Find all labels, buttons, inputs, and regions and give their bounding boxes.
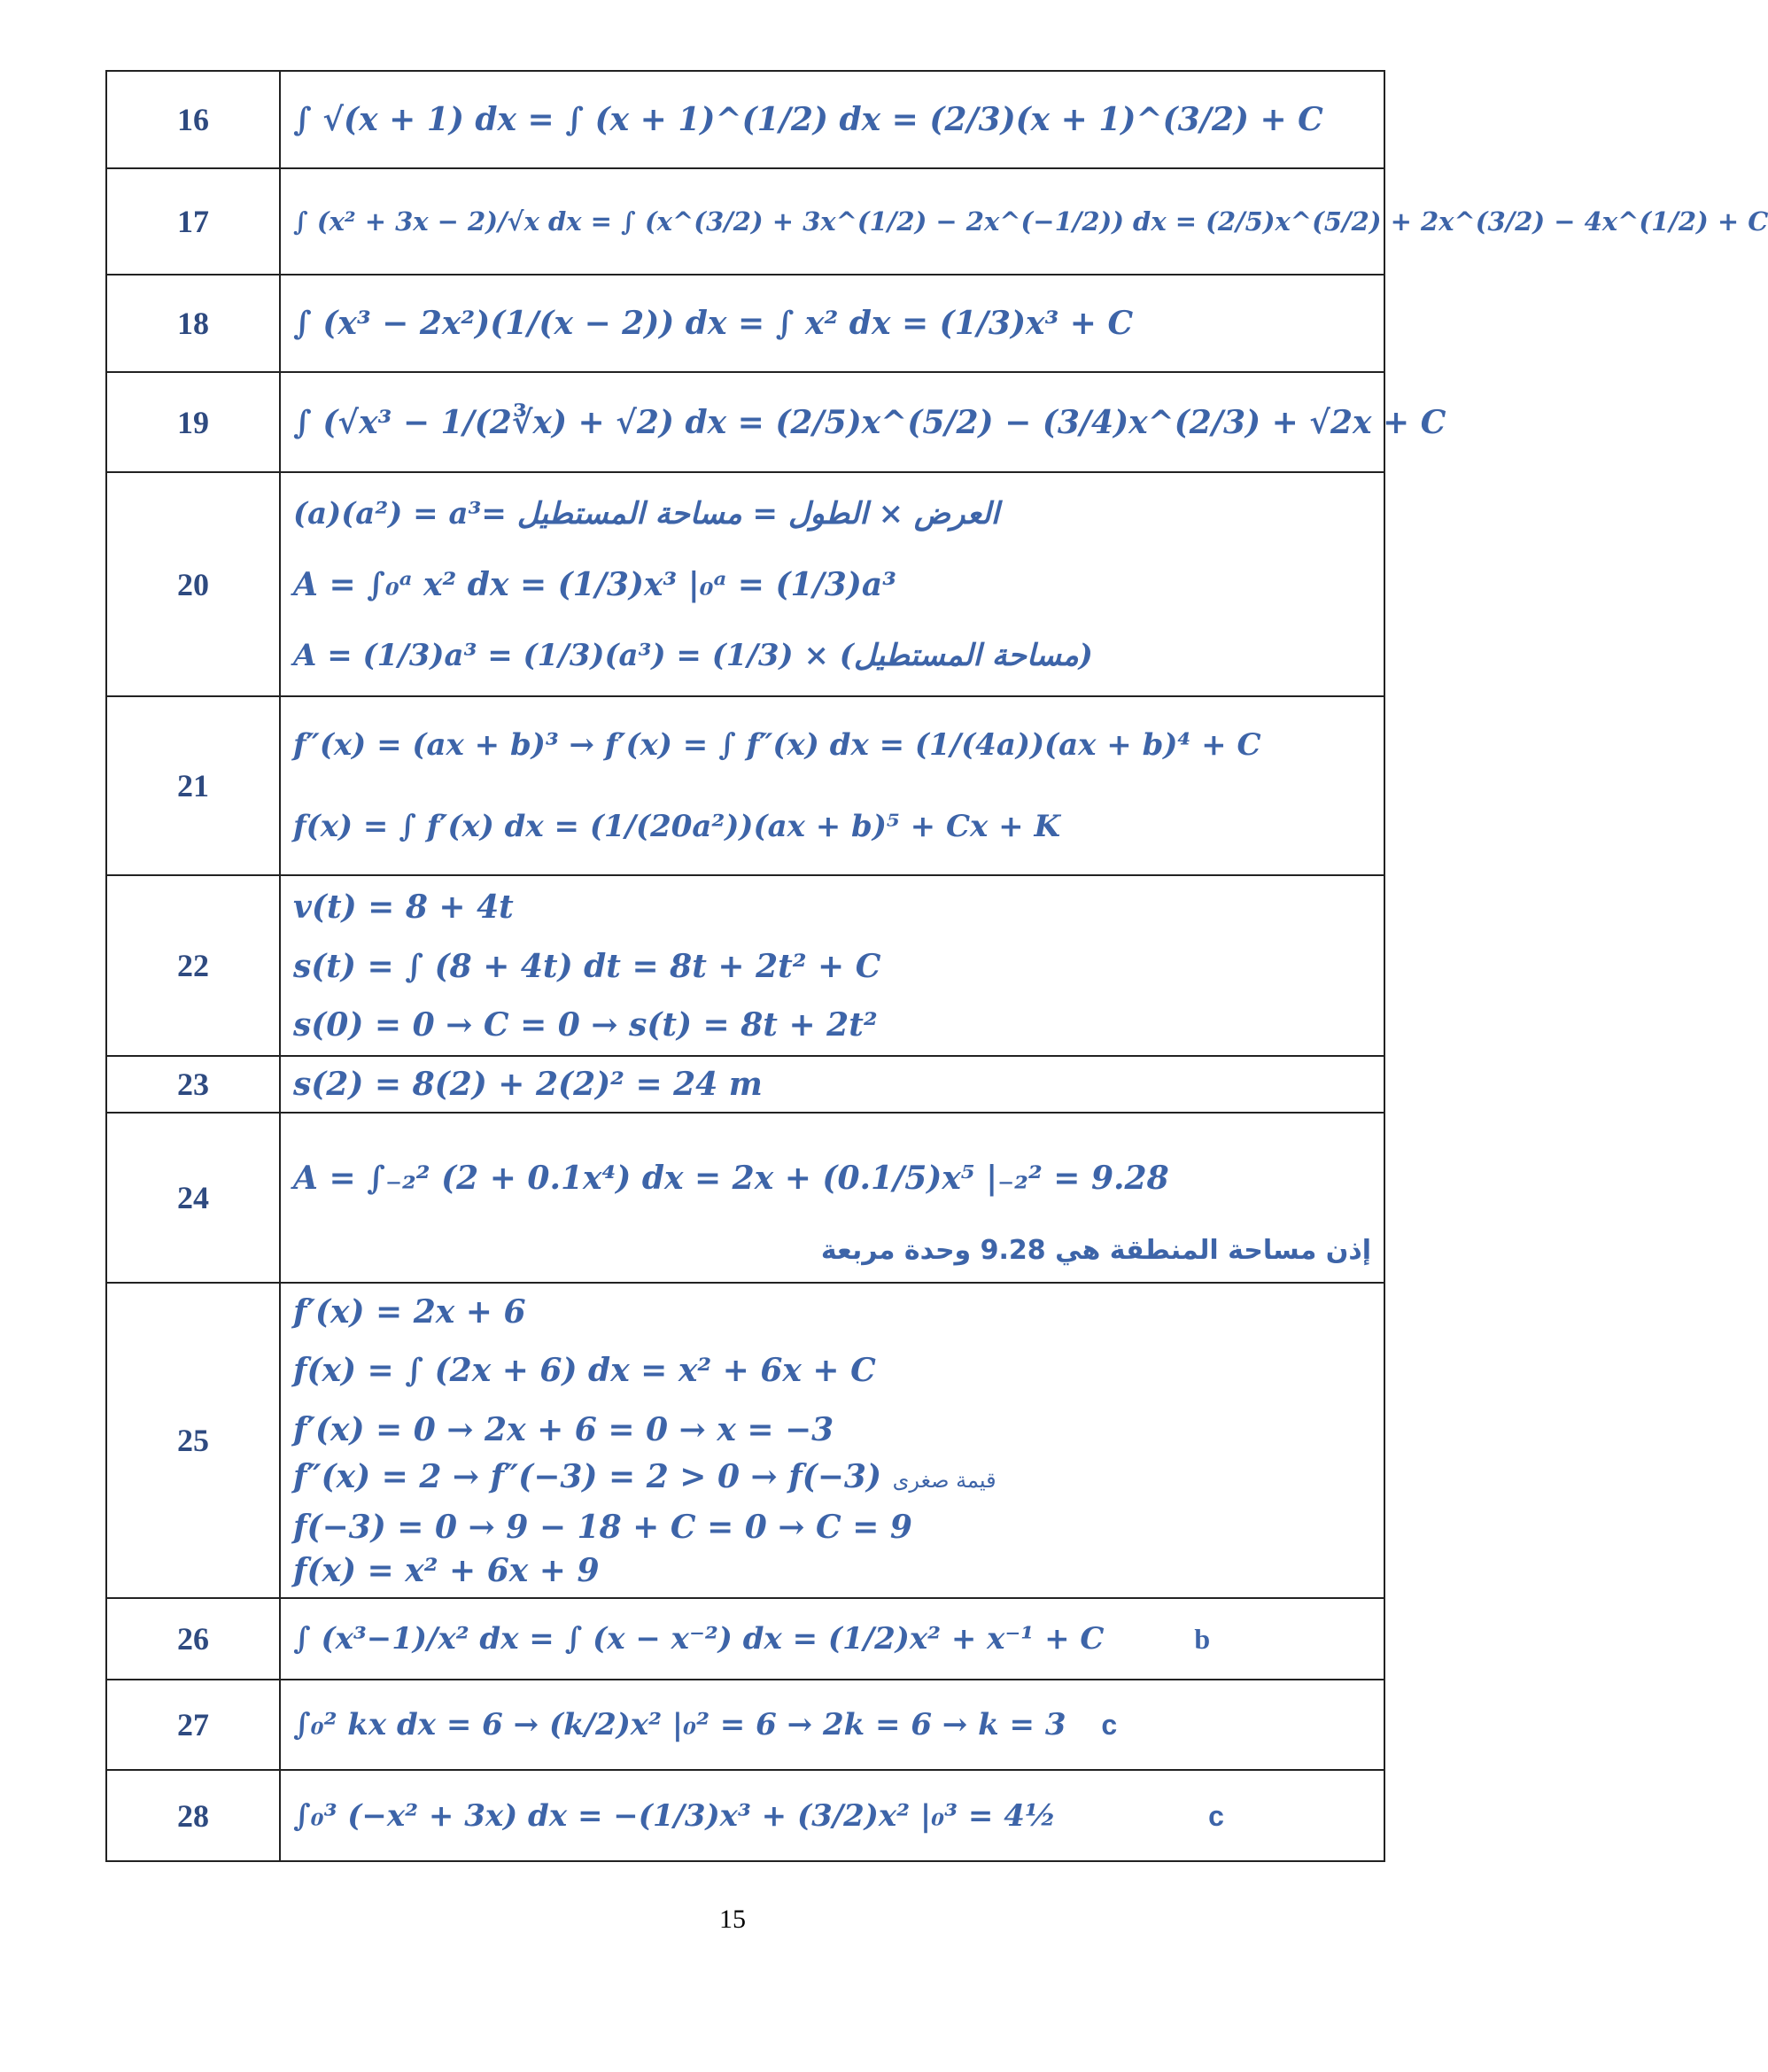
- solution-line: [293, 1453, 1371, 1504]
- solution-cell: [280, 472, 1384, 696]
- solution-cell: [280, 1770, 1384, 1861]
- row-number: 24: [106, 1113, 280, 1283]
- solution-line: [293, 1619, 1371, 1658]
- solution-line: s(2) = 8(2) + 2(2)² = 24 m: [293, 1066, 763, 1103]
- solution-cell: [280, 372, 1446, 472]
- solution-line: f′(x) = 2x + 6: [293, 1293, 526, 1331]
- solution-cell: [280, 1056, 1384, 1113]
- row-number: 16: [106, 71, 280, 168]
- solution-line: ∫ √(x + 1) dx = ∫ (x + 1)^(1/2) dx = (2/3)(x + 1)^(3/2) + C: [293, 101, 1323, 138]
- table-row: [106, 472, 1384, 696]
- solution-line: f(x) = ∫ (2x + 6) dx = x² + 6x + C: [293, 1352, 876, 1389]
- solution-cell: [280, 275, 1384, 372]
- solution-text: f″(x) = 2 → f″(−3) = 2 > 0 → f(−3): [293, 1458, 882, 1495]
- table-row: [106, 372, 1384, 472]
- solution-line: A = ∫₀ᵃ x² dx = (1/3)x³ |₀ᵃ = (1/3)a³: [293, 565, 896, 603]
- solution-text: ∫ (x³−1)/x² dx = ∫ (x − x⁻²) dx = (1/2)x² + x⁻¹ + C: [293, 1621, 1105, 1657]
- solution-line: (a)(a²) = a³= العرض × الطول = مساحة المستطيل: [293, 495, 1000, 532]
- table-row: [106, 71, 1384, 168]
- solution-line: f(x) = ∫ f′(x) dx = (1/(20a²))(ax + b)⁵ + Cx + K: [293, 809, 1061, 844]
- solution-cell: [280, 1680, 1384, 1770]
- solution-cell: [280, 696, 1384, 875]
- solution-text: ∫₀³ (−x² + 3x) dx = −(1/3)x³ + (3/2)x² |₀³ = 4½: [293, 1797, 1057, 1834]
- solution-line: ∫ (√x³ − 1/(2∛x) + √2) dx = (2/5)x^(5/2) − (3/4)x^(2/3) + √2x + C: [293, 403, 1446, 441]
- solution-line: [293, 1705, 1371, 1744]
- row-number: 22: [106, 875, 280, 1056]
- solution-line: [293, 1797, 1371, 1835]
- solution-line: f′(x) = 0 → 2x + 6 = 0 → x = −3: [293, 1411, 834, 1448]
- table-row: [106, 696, 1384, 875]
- solution-line: A = (1/3)a³ = (1/3)(a³) = (1/3) × (مساحة المستطيل): [293, 637, 1093, 673]
- row-number: 21: [106, 696, 280, 875]
- row-number: 17: [106, 168, 280, 275]
- area-conclusion-note: إذن مساحة المنطقة هي 9.28 وحدة مربعة: [820, 1235, 1371, 1266]
- table-row: [106, 275, 1384, 372]
- solution-line: ∫ (x³ − 2x²)(1/(x − 2)) dx = ∫ x² dx = (1/3)x³ + C: [293, 305, 1134, 342]
- row-number: 23: [106, 1056, 280, 1113]
- solution-line: f(x) = x² + 6x + 9: [293, 1552, 600, 1589]
- page-number: 15: [719, 1905, 746, 1934]
- answer-choice: c: [1101, 1709, 1118, 1741]
- row-number: 20: [106, 472, 280, 696]
- table-row: [106, 168, 1384, 275]
- table-row: [106, 1770, 1384, 1861]
- answer-choice: b: [1194, 1623, 1211, 1655]
- solution-line: A = ∫₋₂² (2 + 0.1x⁴) dx = 2x + (0.1/5)x⁵ |₋₂² = 9.28: [293, 1160, 1169, 1197]
- solution-cell: [280, 1113, 1384, 1283]
- solution-line: s(t) = ∫ (8 + 4t) dt = 8t + 2t² + C: [293, 948, 881, 985]
- solution-cell: [280, 71, 1384, 168]
- answer-choice: c: [1208, 1799, 1224, 1832]
- table-row: [106, 1680, 1384, 1770]
- solution-line: v(t) = 8 + 4t: [293, 889, 514, 926]
- row-number: 18: [106, 275, 280, 372]
- solution-text: ∫₀² kx dx = 6 → (k/2)x² |₀² = 6 → 2k = 6 → k = 3: [293, 1707, 1066, 1742]
- solution-line: ∫ (x² + 3x − 2)/√x dx = ∫ (x^(3/2) + 3x^(1/2) − 2x^(−1/2)) dx = (2/5)x^(5/2) + 2x^(3/2) − 4x^(1/2) + C: [293, 206, 1768, 237]
- solutions-table: [105, 70, 1768, 1862]
- table-row: [106, 1283, 1384, 1598]
- table-row: [106, 875, 1384, 1056]
- row-number: 25: [106, 1283, 280, 1598]
- solution-line: f″(x) = (ax + b)³ → f′(x) = ∫ f″(x) dx = (1/(4a))(ax + b)⁴ + C: [293, 727, 1261, 763]
- table-row: [106, 1056, 1384, 1113]
- row-number: 28: [106, 1770, 280, 1861]
- solution-cell: [280, 875, 1384, 1056]
- row-number: 27: [106, 1680, 280, 1770]
- minimum-value-label: قيمة صغرى: [892, 1468, 996, 1493]
- solution-line: f(−3) = 0 → 9 − 18 + C = 0 → C = 9: [293, 1509, 912, 1546]
- solution-cell: [280, 1598, 1384, 1680]
- table-row: [106, 1113, 1384, 1283]
- solution-cell: [280, 1283, 1384, 1598]
- table-row: [106, 1598, 1384, 1680]
- solution-cell: [280, 168, 1768, 275]
- row-number: 26: [106, 1598, 280, 1680]
- row-number: 19: [106, 372, 280, 472]
- solution-line: s(0) = 0 → C = 0 → s(t) = 8t + 2t²: [293, 1006, 878, 1044]
